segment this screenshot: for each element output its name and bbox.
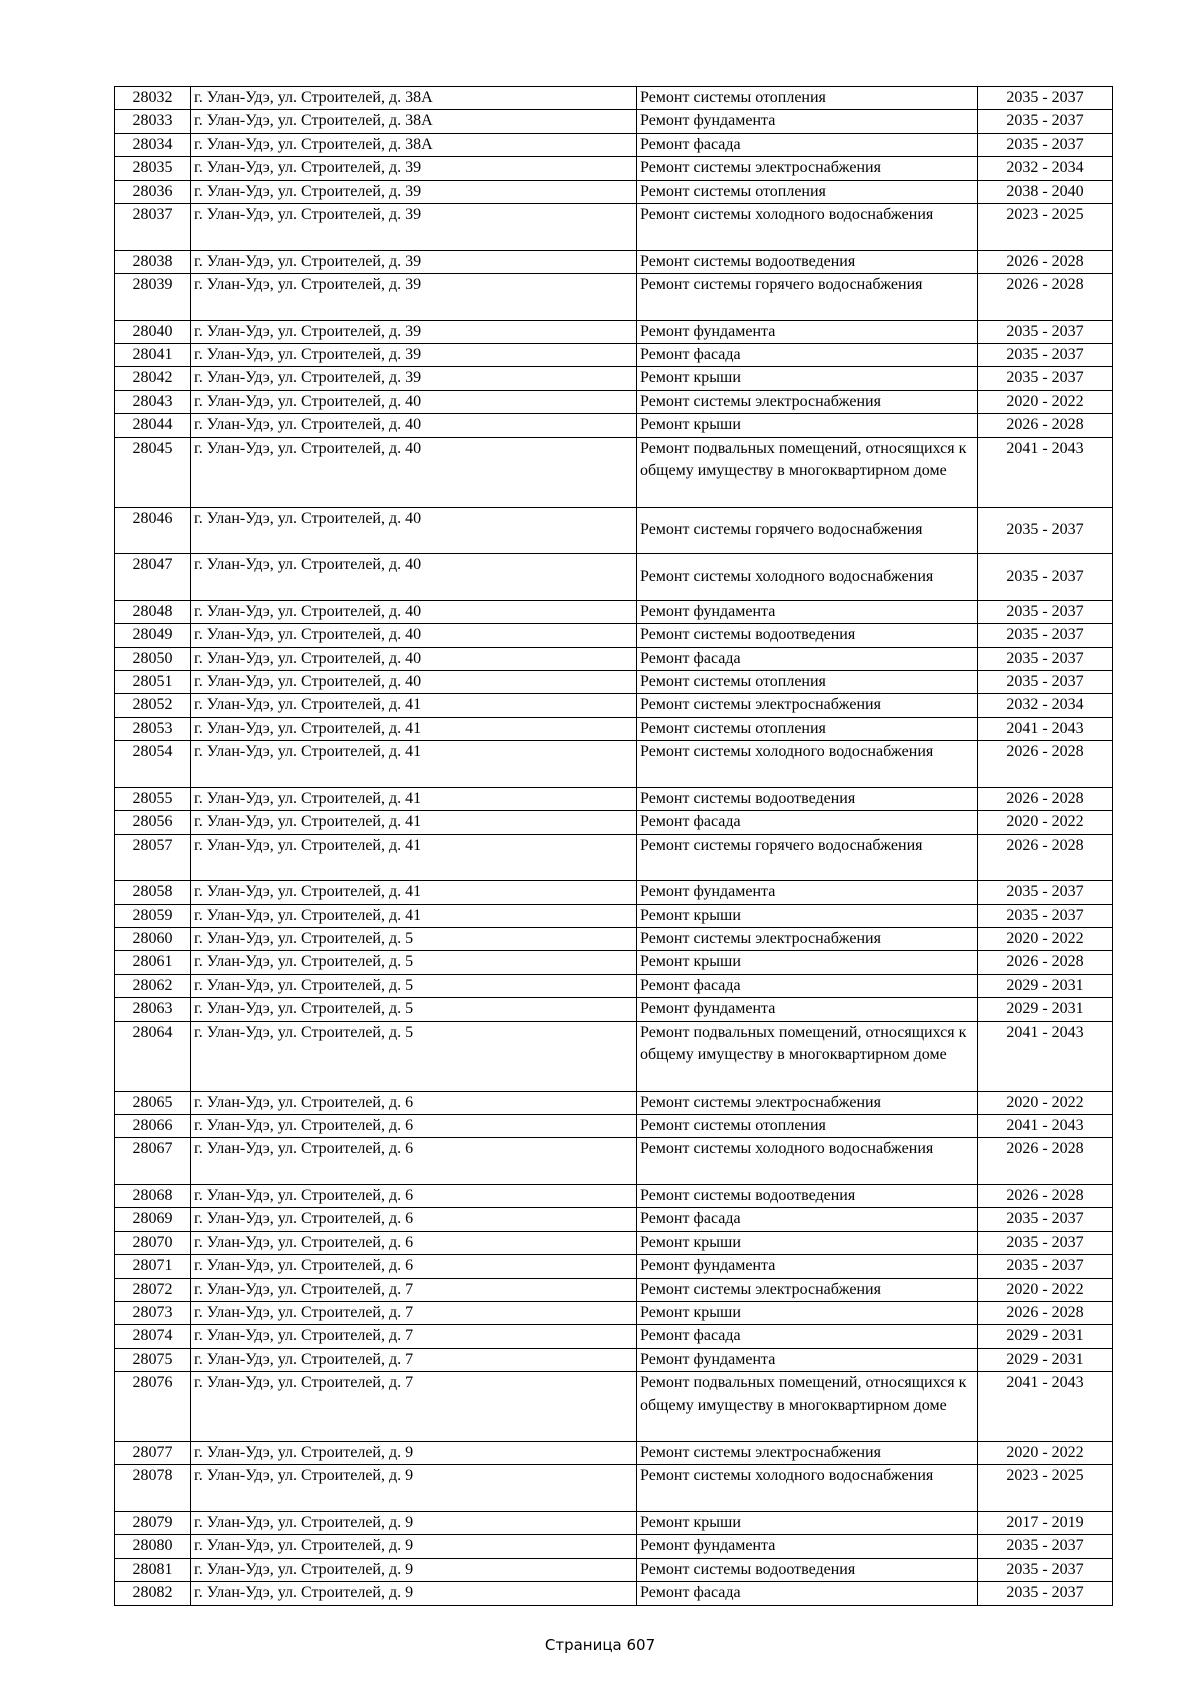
work-type-cell: Ремонт системы электроснабжения: [637, 694, 978, 717]
address-cell: г. Улан-Удэ, ул. Строителей, д. 40: [191, 600, 637, 623]
address-cell: г. Улан-Удэ, ул. Строителей, д. 40: [191, 507, 637, 554]
row-number-cell: 28033: [115, 110, 191, 133]
row-number-cell: 28080: [115, 1535, 191, 1558]
address-cell: г. Улан-Удэ, ул. Строителей, д. 9: [191, 1535, 637, 1558]
address-cell: г. Улан-Удэ, ул. Строителей, д. 41: [191, 881, 637, 904]
table-row: [115, 1208, 1113, 1231]
address-cell: г. Улан-Удэ, ул. Строителей, д. 39: [191, 204, 637, 251]
address-cell: г. Улан-Удэ, ул. Строителей, д. 6: [191, 1231, 637, 1254]
address-cell: г. Улан-Удэ, ул. Строителей, д. 6: [191, 1184, 637, 1207]
work-type-cell: Ремонт системы электроснабжения: [637, 390, 978, 413]
address-cell: г. Улан-Удэ, ул. Строителей, д. 7: [191, 1372, 637, 1442]
work-type-cell: Ремонт фундамента: [637, 881, 978, 904]
table-row: [115, 647, 1113, 670]
row-number-cell: 28056: [115, 811, 191, 834]
work-type-cell: Ремонт фасада: [637, 647, 978, 670]
years-cell: 2035 - 2037: [978, 1255, 1113, 1278]
years-cell: 2038 - 2040: [978, 180, 1113, 203]
years-cell: 2026 - 2028: [978, 741, 1113, 788]
address-cell: г. Улан-Удэ, ул. Строителей, д. 9: [191, 1582, 637, 1605]
address-cell: г. Улан-Удэ, ул. Строителей, д. 9: [191, 1558, 637, 1581]
row-number-cell: 28034: [115, 133, 191, 156]
table-row: [115, 204, 1113, 251]
work-type-cell: Ремонт системы электроснабжения: [637, 157, 978, 180]
table-row: [115, 1558, 1113, 1581]
years-cell: 2035 - 2037: [978, 554, 1113, 601]
address-cell: г. Улан-Удэ, ул. Строителей, д. 40: [191, 554, 637, 601]
table-row: [115, 1255, 1113, 1278]
address-cell: г. Улан-Удэ, ул. Строителей, д. 39: [191, 157, 637, 180]
years-cell: 2041 - 2043: [978, 717, 1113, 740]
address-cell: г. Улан-Удэ, ул. Строителей, д. 6: [191, 1138, 637, 1185]
work-type-cell: Ремонт фасада: [637, 811, 978, 834]
row-number-cell: 28082: [115, 1582, 191, 1605]
row-number-cell: 28064: [115, 1021, 191, 1091]
work-type-cell: Ремонт системы горячего водоснабжения: [637, 507, 978, 554]
row-number-cell: 28042: [115, 367, 191, 390]
table-row: [115, 1301, 1113, 1324]
table-row: [115, 1512, 1113, 1535]
row-number-cell: 28036: [115, 180, 191, 203]
years-cell: 2041 - 2043: [978, 437, 1113, 507]
row-number-cell: 28067: [115, 1138, 191, 1185]
years-cell: 2035 - 2037: [978, 1535, 1113, 1558]
table-row: [115, 390, 1113, 413]
years-cell: 2035 - 2037: [978, 367, 1113, 390]
years-cell: 2035 - 2037: [978, 1231, 1113, 1254]
row-number-cell: 28039: [115, 274, 191, 321]
address-cell: г. Улан-Удэ, ул. Строителей, д. 5: [191, 951, 637, 974]
address-cell: г. Улан-Удэ, ул. Строителей, д. 9: [191, 1512, 637, 1535]
years-cell: 2035 - 2037: [978, 881, 1113, 904]
table-row: [115, 250, 1113, 273]
row-number-cell: 28051: [115, 670, 191, 693]
table-row: [115, 974, 1113, 997]
work-type-cell: Ремонт крыши: [637, 904, 978, 927]
address-cell: г. Улан-Удэ, ул. Строителей, д. 41: [191, 834, 637, 881]
years-cell: 2020 - 2022: [978, 1091, 1113, 1114]
work-type-cell: Ремонт крыши: [637, 1231, 978, 1254]
table-row: [115, 624, 1113, 647]
work-type-cell: Ремонт фасада: [637, 1325, 978, 1348]
table-row: [115, 834, 1113, 881]
work-type-cell: Ремонт системы холодного водоснабжения: [637, 741, 978, 788]
table-row: [115, 1021, 1113, 1091]
work-type-cell: Ремонт системы отопления: [637, 717, 978, 740]
address-cell: г. Улан-Удэ, ул. Строителей, д. 39: [191, 180, 637, 203]
address-cell: г. Улан-Удэ, ул. Строителей, д. 5: [191, 927, 637, 950]
work-type-cell: Ремонт системы отопления: [637, 87, 978, 110]
work-type-cell: Ремонт фасада: [637, 133, 978, 156]
years-cell: 2035 - 2037: [978, 624, 1113, 647]
row-number-cell: 28072: [115, 1278, 191, 1301]
address-cell: г. Улан-Удэ, ул. Строителей, д. 38А: [191, 110, 637, 133]
row-number-cell: 28065: [115, 1091, 191, 1114]
row-number-cell: 28071: [115, 1255, 191, 1278]
address-cell: г. Улан-Удэ, ул. Строителей, д. 41: [191, 904, 637, 927]
years-cell: 2026 - 2028: [978, 414, 1113, 437]
address-cell: г. Улан-Удэ, ул. Строителей, д. 40: [191, 390, 637, 413]
years-cell: 2020 - 2022: [978, 927, 1113, 950]
table-row: [115, 927, 1113, 950]
work-type-cell: Ремонт системы электроснабжения: [637, 927, 978, 950]
row-number-cell: 28055: [115, 787, 191, 810]
table-row: [115, 1138, 1113, 1185]
work-type-cell: Ремонт фасада: [637, 974, 978, 997]
table-row: [115, 133, 1113, 156]
years-cell: 2035 - 2037: [978, 600, 1113, 623]
table-row: [115, 274, 1113, 321]
years-cell: 2026 - 2028: [978, 1138, 1113, 1185]
table-row: [115, 1278, 1113, 1301]
work-type-cell: Ремонт системы водоотведения: [637, 787, 978, 810]
work-type-cell: Ремонт фасада: [637, 344, 978, 367]
years-cell: 2020 - 2022: [978, 1442, 1113, 1465]
years-cell: 2035 - 2037: [978, 1558, 1113, 1581]
years-cell: 2035 - 2037: [978, 647, 1113, 670]
address-cell: г. Улан-Удэ, ул. Строителей, д. 7: [191, 1325, 637, 1348]
address-cell: г. Улан-Удэ, ул. Строителей, д. 41: [191, 694, 637, 717]
table-row: [115, 1582, 1113, 1605]
years-cell: 2035 - 2037: [978, 87, 1113, 110]
work-type-cell: Ремонт системы водоотведения: [637, 250, 978, 273]
work-type-cell: Ремонт крыши: [637, 414, 978, 437]
address-cell: г. Улан-Удэ, ул. Строителей, д. 6: [191, 1114, 637, 1137]
work-type-cell: Ремонт системы электроснабжения: [637, 1442, 978, 1465]
table-row: [115, 87, 1113, 110]
table-row: [115, 367, 1113, 390]
table-row: [115, 694, 1113, 717]
years-cell: 2023 - 2025: [978, 204, 1113, 251]
row-number-cell: 28078: [115, 1465, 191, 1512]
row-number-cell: 28074: [115, 1325, 191, 1348]
work-type-cell: Ремонт подвальных помещений, относящихся к общему имуществу в многоквартирном доме: [637, 1021, 978, 1091]
years-cell: 2026 - 2028: [978, 250, 1113, 273]
work-type-cell: Ремонт фундамента: [637, 600, 978, 623]
address-cell: г. Улан-Удэ, ул. Строителей, д. 9: [191, 1465, 637, 1512]
years-cell: 2026 - 2028: [978, 274, 1113, 321]
row-number-cell: 28068: [115, 1184, 191, 1207]
years-cell: 2041 - 2043: [978, 1114, 1113, 1137]
years-cell: 2032 - 2034: [978, 694, 1113, 717]
work-type-cell: Ремонт фундамента: [637, 1535, 978, 1558]
years-cell: 2029 - 2031: [978, 1348, 1113, 1371]
table-row: [115, 741, 1113, 788]
row-number-cell: 28044: [115, 414, 191, 437]
address-cell: г. Улан-Удэ, ул. Строителей, д. 38А: [191, 133, 637, 156]
row-number-cell: 28035: [115, 157, 191, 180]
years-cell: 2026 - 2028: [978, 1184, 1113, 1207]
work-type-cell: Ремонт фундамента: [637, 110, 978, 133]
repair-schedule-table: [114, 86, 1113, 1606]
row-number-cell: 28058: [115, 881, 191, 904]
table-row: [115, 1442, 1113, 1465]
years-cell: 2026 - 2028: [978, 951, 1113, 974]
years-cell: 2026 - 2028: [978, 1301, 1113, 1324]
table-row: [115, 414, 1113, 437]
years-cell: 2029 - 2031: [978, 1325, 1113, 1348]
row-number-cell: 28066: [115, 1114, 191, 1137]
table-body: [115, 87, 1113, 1606]
row-number-cell: 28057: [115, 834, 191, 881]
years-cell: 2041 - 2043: [978, 1021, 1113, 1091]
address-cell: г. Улан-Удэ, ул. Строителей, д. 39: [191, 250, 637, 273]
address-cell: г. Улан-Удэ, ул. Строителей, д. 6: [191, 1255, 637, 1278]
table-row: [115, 717, 1113, 740]
work-type-cell: Ремонт подвальных помещений, относящихся к общему имуществу в многоквартирном доме: [637, 437, 978, 507]
work-type-cell: Ремонт фундамента: [637, 320, 978, 343]
table-row: [115, 344, 1113, 367]
row-number-cell: 28037: [115, 204, 191, 251]
row-number-cell: 28045: [115, 437, 191, 507]
address-cell: г. Улан-Удэ, ул. Строителей, д. 40: [191, 624, 637, 647]
years-cell: 2032 - 2034: [978, 157, 1113, 180]
table-row: [115, 600, 1113, 623]
table-row: [115, 554, 1113, 601]
row-number-cell: 28077: [115, 1442, 191, 1465]
row-number-cell: 28063: [115, 998, 191, 1021]
years-cell: 2023 - 2025: [978, 1465, 1113, 1512]
row-number-cell: 28041: [115, 344, 191, 367]
table-row: [115, 1325, 1113, 1348]
address-cell: г. Улан-Удэ, ул. Строителей, д. 6: [191, 1091, 637, 1114]
row-number-cell: 28040: [115, 320, 191, 343]
table-row: [115, 180, 1113, 203]
table-row: [115, 998, 1113, 1021]
address-cell: г. Улан-Удэ, ул. Строителей, д. 41: [191, 741, 637, 788]
work-type-cell: Ремонт крыши: [637, 1301, 978, 1324]
years-cell: 2035 - 2037: [978, 133, 1113, 156]
address-cell: г. Улан-Удэ, ул. Строителей, д. 9: [191, 1442, 637, 1465]
work-type-cell: Ремонт фасада: [637, 1582, 978, 1605]
work-type-cell: Ремонт фасада: [637, 1208, 978, 1231]
row-number-cell: 28062: [115, 974, 191, 997]
work-type-cell: Ремонт системы электроснабжения: [637, 1091, 978, 1114]
address-cell: г. Улан-Удэ, ул. Строителей, д. 40: [191, 414, 637, 437]
address-cell: г. Улан-Удэ, ул. Строителей, д. 5: [191, 998, 637, 1021]
row-number-cell: 28046: [115, 507, 191, 554]
work-type-cell: Ремонт системы отопления: [637, 180, 978, 203]
work-type-cell: Ремонт системы водоотведения: [637, 1184, 978, 1207]
address-cell: г. Улан-Удэ, ул. Строителей, д. 39: [191, 320, 637, 343]
years-cell: 2020 - 2022: [978, 1278, 1113, 1301]
table-row: [115, 811, 1113, 834]
work-type-cell: Ремонт системы холодного водоснабжения: [637, 1465, 978, 1512]
row-number-cell: 28047: [115, 554, 191, 601]
work-type-cell: Ремонт системы холодного водоснабжения: [637, 554, 978, 601]
address-cell: г. Улан-Удэ, ул. Строителей, д. 6: [191, 1208, 637, 1231]
row-number-cell: 28073: [115, 1301, 191, 1324]
address-cell: г. Улан-Удэ, ул. Строителей, д. 41: [191, 787, 637, 810]
years-cell: 2035 - 2037: [978, 1582, 1113, 1605]
row-number-cell: 28059: [115, 904, 191, 927]
row-number-cell: 28043: [115, 390, 191, 413]
row-number-cell: 28081: [115, 1558, 191, 1581]
work-type-cell: Ремонт системы водоотведения: [637, 624, 978, 647]
address-cell: г. Улан-Удэ, ул. Строителей, д. 40: [191, 647, 637, 670]
years-cell: 2041 - 2043: [978, 1372, 1113, 1442]
table-row: [115, 670, 1113, 693]
row-number-cell: 28076: [115, 1372, 191, 1442]
table-row: [115, 1348, 1113, 1371]
work-type-cell: Ремонт подвальных помещений, относящихся к общему имуществу в многоквартирном доме: [637, 1372, 978, 1442]
work-type-cell: Ремонт системы горячего водоснабжения: [637, 834, 978, 881]
row-number-cell: 28069: [115, 1208, 191, 1231]
table-row: [115, 951, 1113, 974]
years-cell: 2026 - 2028: [978, 834, 1113, 881]
work-type-cell: Ремонт системы отопления: [637, 1114, 978, 1137]
address-cell: г. Улан-Удэ, ул. Строителей, д. 7: [191, 1278, 637, 1301]
table-row: [115, 787, 1113, 810]
address-cell: г. Улан-Удэ, ул. Строителей, д. 39: [191, 367, 637, 390]
years-cell: 2035 - 2037: [978, 1208, 1113, 1231]
years-cell: 2035 - 2037: [978, 344, 1113, 367]
address-cell: г. Улан-Удэ, ул. Строителей, д. 38А: [191, 87, 637, 110]
work-type-cell: Ремонт крыши: [637, 1512, 978, 1535]
row-number-cell: 28048: [115, 600, 191, 623]
years-cell: 2029 - 2031: [978, 974, 1113, 997]
address-cell: г. Улан-Удэ, ул. Строителей, д. 41: [191, 717, 637, 740]
work-type-cell: Ремонт крыши: [637, 367, 978, 390]
years-cell: 2020 - 2022: [978, 390, 1113, 413]
address-cell: г. Улан-Удэ, ул. Строителей, д. 40: [191, 670, 637, 693]
work-type-cell: Ремонт фундамента: [637, 998, 978, 1021]
row-number-cell: 28061: [115, 951, 191, 974]
address-cell: г. Улан-Удэ, ул. Строителей, д. 7: [191, 1348, 637, 1371]
page-number: Страница 607: [544, 1636, 656, 1654]
address-cell: г. Улан-Удэ, ул. Строителей, д. 5: [191, 974, 637, 997]
years-cell: 2026 - 2028: [978, 787, 1113, 810]
table-row: [115, 157, 1113, 180]
address-cell: г. Улан-Удэ, ул. Строителей, д. 5: [191, 1021, 637, 1091]
table-row: [115, 904, 1113, 927]
table-row: [115, 881, 1113, 904]
work-type-cell: Ремонт системы отопления: [637, 670, 978, 693]
address-cell: г. Улан-Удэ, ул. Строителей, д. 41: [191, 811, 637, 834]
row-number-cell: 28038: [115, 250, 191, 273]
years-cell: 2035 - 2037: [978, 320, 1113, 343]
row-number-cell: 28054: [115, 741, 191, 788]
table-row: [115, 1091, 1113, 1114]
row-number-cell: 28060: [115, 927, 191, 950]
table-row: [115, 507, 1113, 554]
work-type-cell: Ремонт системы холодного водоснабжения: [637, 1138, 978, 1185]
row-number-cell: 28032: [115, 87, 191, 110]
row-number-cell: 28070: [115, 1231, 191, 1254]
years-cell: 2029 - 2031: [978, 998, 1113, 1021]
work-type-cell: Ремонт системы холодного водоснабжения: [637, 204, 978, 251]
row-number-cell: 28075: [115, 1348, 191, 1371]
years-cell: 2035 - 2037: [978, 110, 1113, 133]
table-row: [115, 1372, 1113, 1442]
years-cell: 2017 - 2019: [978, 1512, 1113, 1535]
work-type-cell: Ремонт системы горячего водоснабжения: [637, 274, 978, 321]
work-type-cell: Ремонт фундамента: [637, 1255, 978, 1278]
row-number-cell: 28079: [115, 1512, 191, 1535]
table-row: [115, 1465, 1113, 1512]
years-cell: 2035 - 2037: [978, 670, 1113, 693]
address-cell: г. Улан-Удэ, ул. Строителей, д. 40: [191, 437, 637, 507]
years-cell: 2020 - 2022: [978, 811, 1113, 834]
address-cell: г. Улан-Удэ, ул. Строителей, д. 39: [191, 344, 637, 367]
table-row: [115, 320, 1113, 343]
work-type-cell: Ремонт фундамента: [637, 1348, 978, 1371]
table-row: [115, 1184, 1113, 1207]
work-type-cell: Ремонт крыши: [637, 951, 978, 974]
row-number-cell: 28050: [115, 647, 191, 670]
work-type-cell: Ремонт системы водоотведения: [637, 1558, 978, 1581]
work-type-cell: Ремонт системы электроснабжения: [637, 1278, 978, 1301]
address-cell: г. Улан-Удэ, ул. Строителей, д. 7: [191, 1301, 637, 1324]
row-number-cell: 28052: [115, 694, 191, 717]
years-cell: 2035 - 2037: [978, 904, 1113, 927]
years-cell: 2035 - 2037: [978, 507, 1113, 554]
table-row: [115, 437, 1113, 507]
table-row: [115, 110, 1113, 133]
row-number-cell: 28053: [115, 717, 191, 740]
row-number-cell: 28049: [115, 624, 191, 647]
table-row: [115, 1114, 1113, 1137]
address-cell: г. Улан-Удэ, ул. Строителей, д. 39: [191, 274, 637, 321]
table-row: [115, 1231, 1113, 1254]
table-row: [115, 1535, 1113, 1558]
